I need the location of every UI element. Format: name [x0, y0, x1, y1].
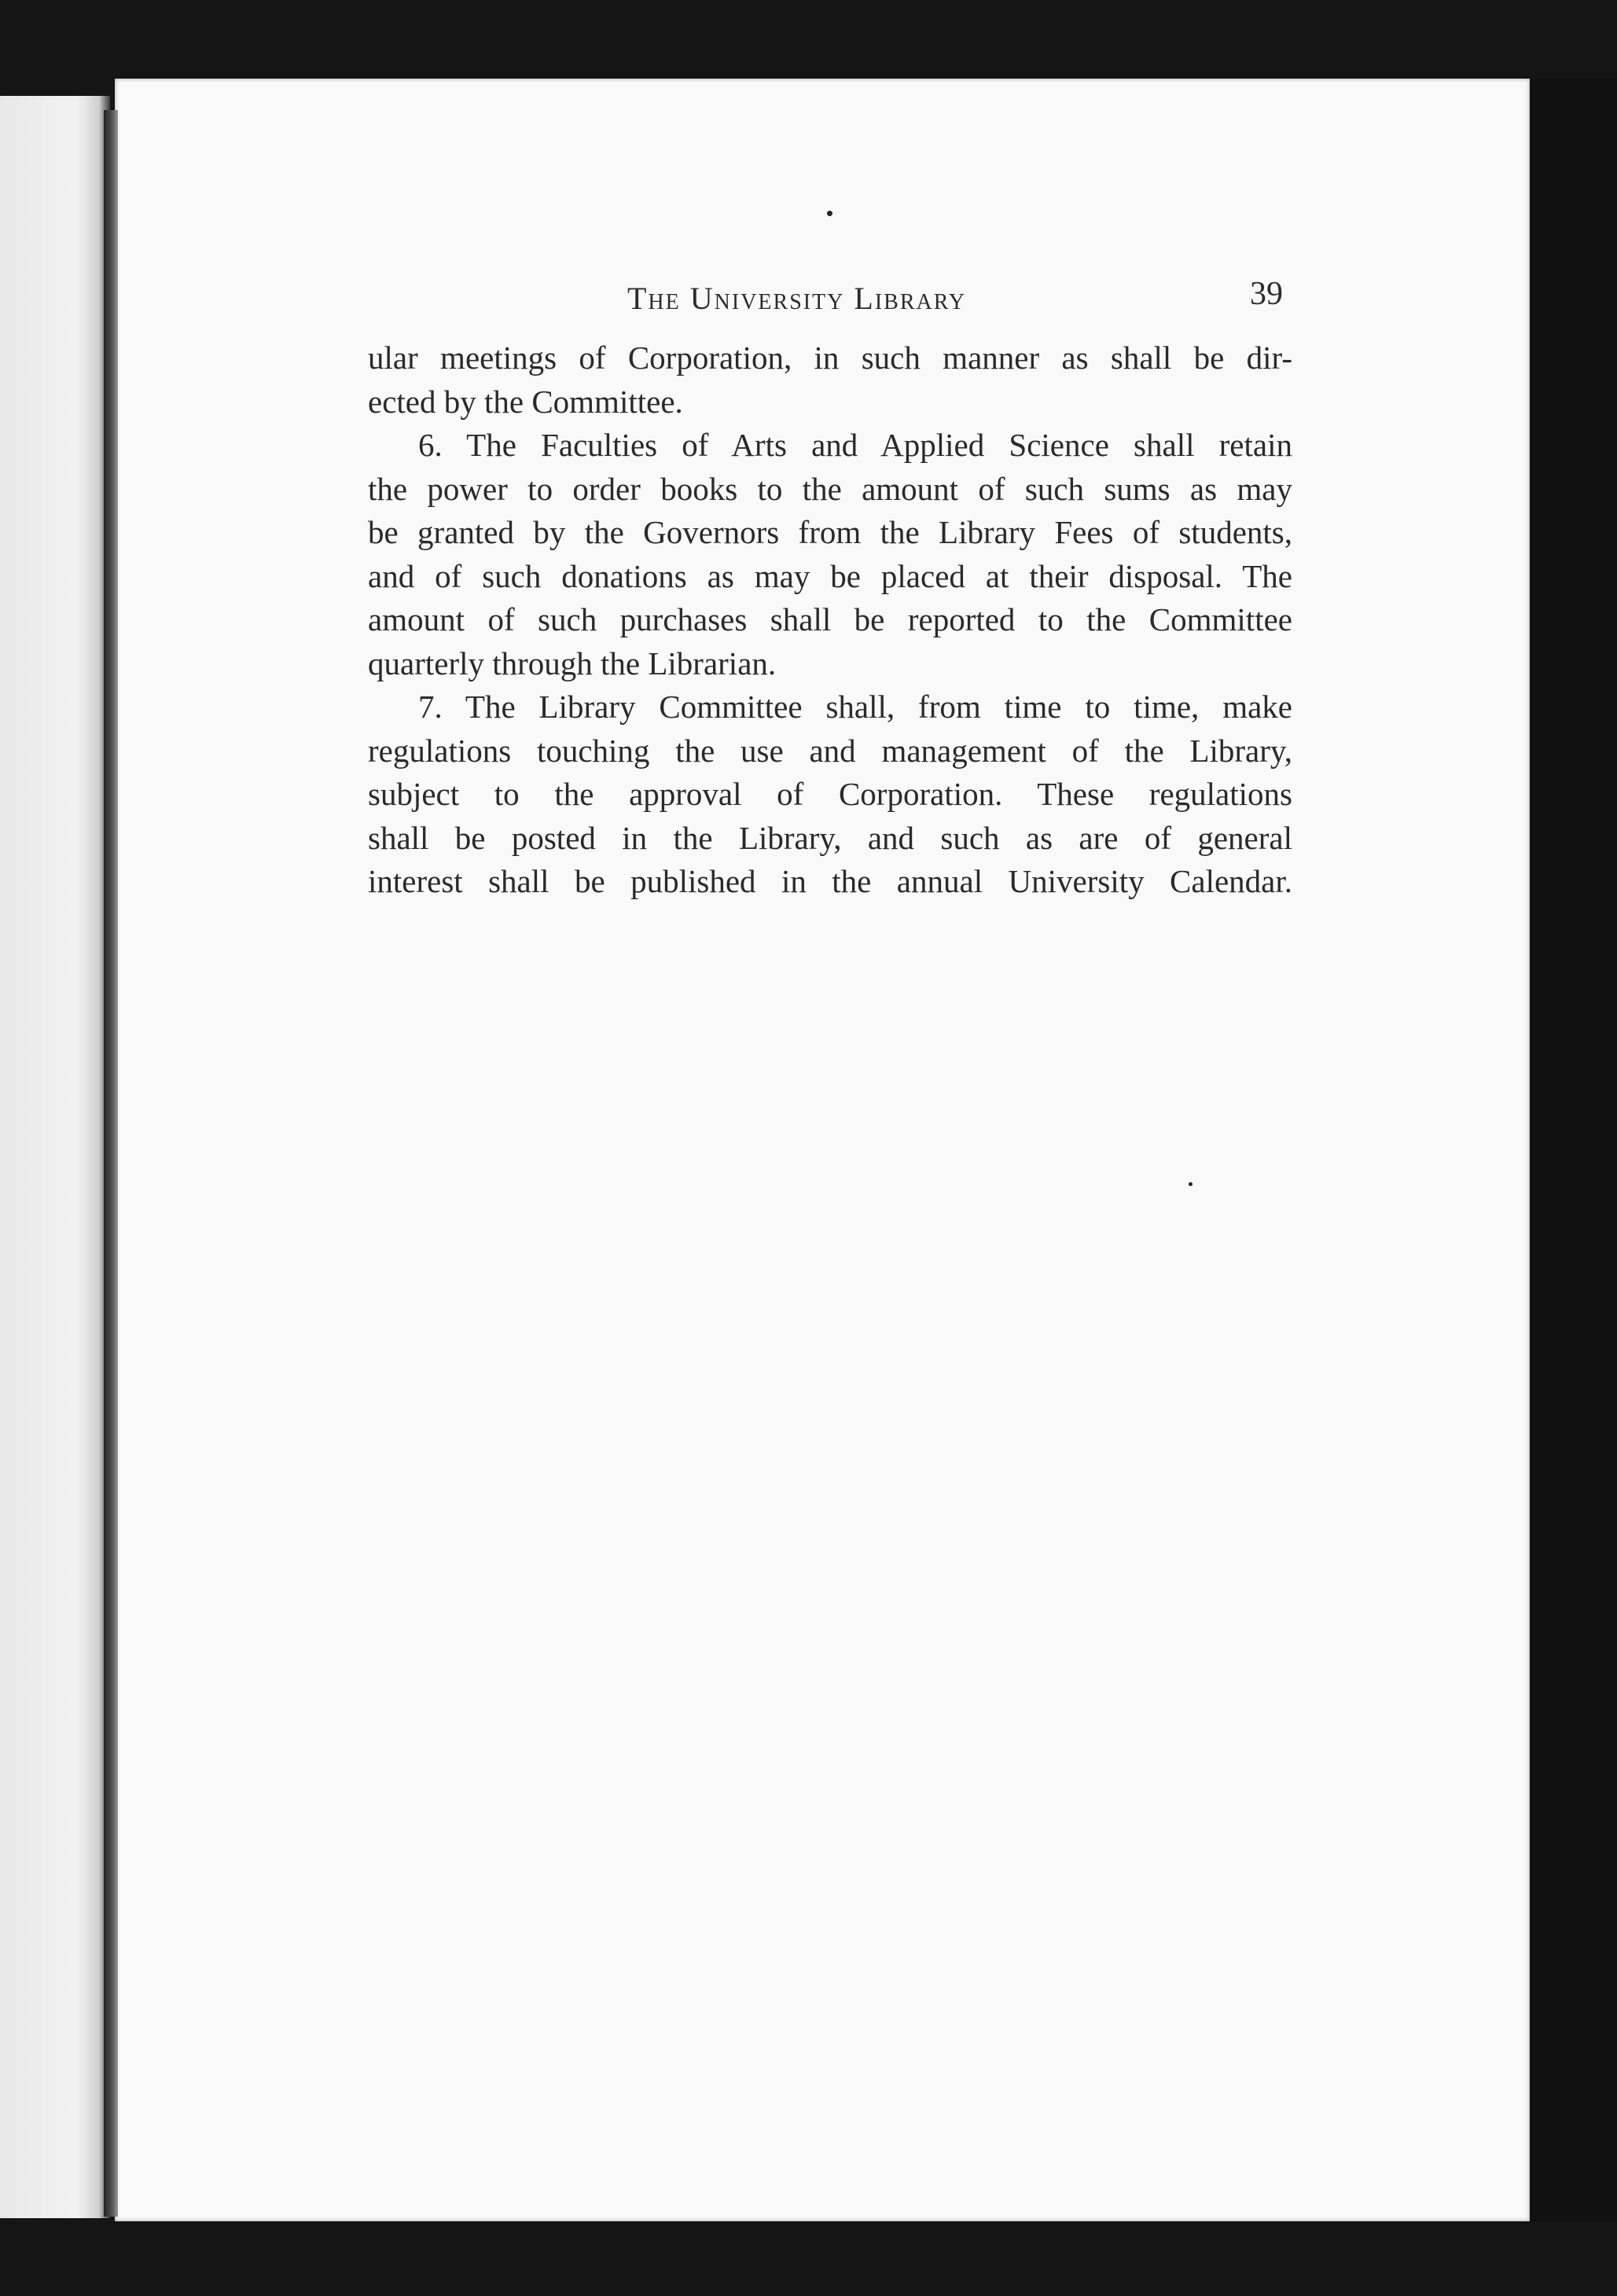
text-line: 7. The Library Committee shall, from time to time, make [418, 689, 1292, 725]
text-line: amount of such purchases shall be reported to the Committee [368, 601, 1292, 637]
text-line: shall be posted in the Library, and such as are of general [368, 819, 1292, 856]
text-line: quarterly through the Librarian. [368, 645, 777, 681]
text-line: the power to order books to the amount of such sums as may [368, 470, 1292, 507]
running-head [368, 272, 1292, 319]
facing-page-edge [0, 96, 110, 2218]
text-line: ected by the Committee. [368, 383, 683, 420]
ink-speck [827, 211, 832, 216]
text-line: and of such donations as may be placed at their disposal. The [368, 557, 1292, 594]
text-line: be granted by the Governors from the Library Fees of students, [368, 514, 1292, 550]
running-head-title: The University Library [627, 281, 967, 316]
text-line: ular meetings of Corporation, in such manner as shall be dir- [368, 340, 1292, 376]
text-line: 6. The Faculties of Arts and Applied Science shall retain [418, 427, 1292, 463]
scanner-bed-edge [1530, 79, 1617, 2221]
book-spine-shadow [104, 110, 118, 2217]
text-line: interest shall be published in the annual University Calendar. [368, 863, 1292, 899]
text-line: regulations touching the use and management of the Library, [368, 732, 1292, 769]
text-line: subject to the approval of Corporation. These regulations [368, 776, 1292, 812]
ink-speck [1189, 1182, 1193, 1186]
page-number: 39 [1250, 276, 1283, 312]
body-text [368, 336, 1292, 904]
